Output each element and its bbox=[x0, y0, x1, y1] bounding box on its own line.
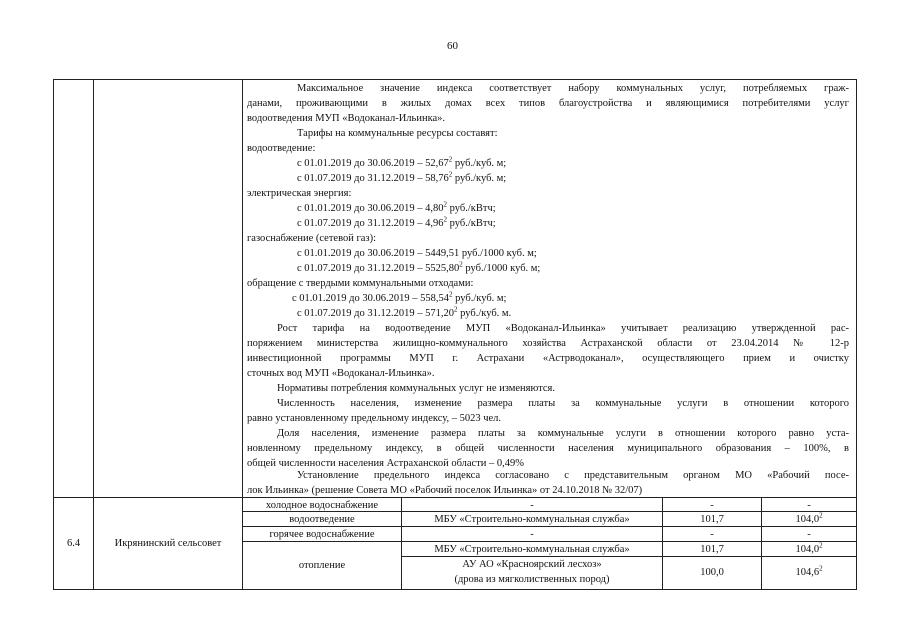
tariff-line: с 01.01.2019 до 30.06.2019 – 5449,51 руб./1000 куб. м; bbox=[297, 248, 537, 259]
service-org: - bbox=[530, 529, 534, 540]
tariff-line: с 01.07.2019 до 31.12.2019 – 4,96$^2$ руб./кВтч; bbox=[297, 215, 496, 229]
text-line: данами, проживающими в жилых домах всех типов благоустройства и являющимися потребителями услуг bbox=[247, 98, 849, 109]
text-line: Тарифы на коммунальные ресурсы составят: bbox=[297, 128, 498, 139]
text-line: водоотведения МУП «Водоканал-Ильинка». bbox=[247, 113, 446, 124]
text-line: сточных вод МУП «Водоканал-Ильинка». bbox=[247, 368, 435, 379]
text-line: равно установленному предельному индексу, – 5023 чел. bbox=[247, 413, 502, 424]
table-bottom-border bbox=[53, 589, 857, 590]
service-org: АУ АО «Красноярский лесхоз» bbox=[462, 559, 602, 570]
service-org: МБУ «Строительно-коммунальная служба» bbox=[434, 544, 630, 555]
text-line: электрическая энергия: bbox=[247, 188, 352, 199]
service-row-divider bbox=[242, 526, 857, 527]
index-value: 101,7 bbox=[700, 544, 724, 555]
service-label: водоотведение bbox=[289, 514, 355, 525]
service-label: холодное водоснабжение bbox=[265, 500, 379, 511]
text-line: водоотведение: bbox=[247, 143, 316, 154]
text-line: поряжением министерства жилищно-коммунального хозяйства Астраханской области от 23.04.2014 № 12-р bbox=[247, 338, 849, 349]
table-border-right bbox=[856, 79, 857, 590]
tariff-line: с 01.07.2019 до 31.12.2019 – 5525,80$^2$ руб./1000 куб. м; bbox=[297, 260, 541, 274]
index-value: - bbox=[710, 529, 714, 540]
tariff-line: с 01.01.2019 до 30.06.2019 – 52,67$^2$ руб./куб. м; bbox=[297, 155, 507, 169]
text-line: общей численности населения Астраханской области – 0,49% bbox=[247, 458, 525, 469]
page-number: 60 bbox=[447, 40, 458, 52]
text-line: газоснабжение (сетевой газ): bbox=[247, 233, 376, 244]
service-row-divider bbox=[242, 541, 857, 542]
text-line: Доля населения, изменение размера платы за коммунальные услуги в отношении которого равно уста- bbox=[277, 428, 849, 439]
text-line: лок Ильинка» (решение Совета МО «Рабочий поселок Ильинка» от 24.10.2018 № 32/07) bbox=[247, 485, 643, 496]
text-line: инвестиционной программы МУП г. Астрахани «Астрводоканал», осуществляющего прием и очистку bbox=[247, 353, 849, 364]
service-org: - bbox=[530, 500, 534, 511]
text-line: Максимальное значение индекса соответствует набору коммунальных услуг, потребляемых граж- bbox=[297, 83, 849, 94]
settlement-name: Икрянинский сельсовет bbox=[114, 538, 222, 549]
limit-value: - bbox=[807, 500, 811, 511]
text-line: Рост тарифа на водоотведение МУП «Водоканал-Ильинка» учитывает реализацию утвержденной рас- bbox=[277, 323, 849, 334]
tariff-line: с 01.07.2019 до 31.12.2019 – 58,76$^2$ руб./куб. м; bbox=[297, 170, 507, 184]
limit-value: - bbox=[807, 529, 811, 540]
limit-value: 104,0$^2$ bbox=[795, 511, 823, 525]
service-org: МБУ «Строительно-коммунальная служба» bbox=[434, 514, 630, 525]
text-line: Установление предельного индекса согласовано с представительным органом МО «Рабочий посе- bbox=[297, 470, 849, 481]
service-row-divider bbox=[401, 556, 857, 557]
text-line: обращение с твердыми коммунальными отходами: bbox=[247, 278, 474, 289]
service-org-note: (дрова из мягколиственных пород) bbox=[454, 574, 610, 585]
limit-value: 104,6$^2$ bbox=[795, 564, 823, 578]
text-line: Численность населения, изменение размера платы за коммунальные услуги в отношении которого bbox=[277, 398, 849, 409]
index-value: 100,0 bbox=[700, 567, 724, 578]
tariff-line: с 01.01.2019 до 30.06.2019 – 4,80$^2$ руб./кВтч; bbox=[297, 200, 496, 214]
index-value: - bbox=[710, 500, 714, 511]
tariff-line: с 01.07.2019 до 31.12.2019 – 571,20$^2$ руб./куб. м. bbox=[297, 305, 512, 319]
col-divider-num bbox=[93, 79, 94, 590]
text-line: новленному предельному индексу, в общей численности населения муниципального образования – 100%, в bbox=[247, 443, 849, 454]
index-value: 101,7 bbox=[700, 514, 724, 525]
tariff-line: с 01.01.2019 до 30.06.2019 – 558,54$^2$ руб./куб. м; bbox=[292, 290, 507, 304]
row-number: 6.4 bbox=[66, 538, 81, 549]
table-top-border bbox=[53, 79, 857, 80]
table-border-left bbox=[53, 79, 54, 590]
service-label: отопление bbox=[298, 560, 346, 571]
limit-value: 104,0$^2$ bbox=[795, 541, 823, 555]
service-label: горячее водоснабжение bbox=[269, 529, 375, 540]
text-line: Нормативы потребления коммунальных услуг не изменяются. bbox=[277, 383, 556, 394]
